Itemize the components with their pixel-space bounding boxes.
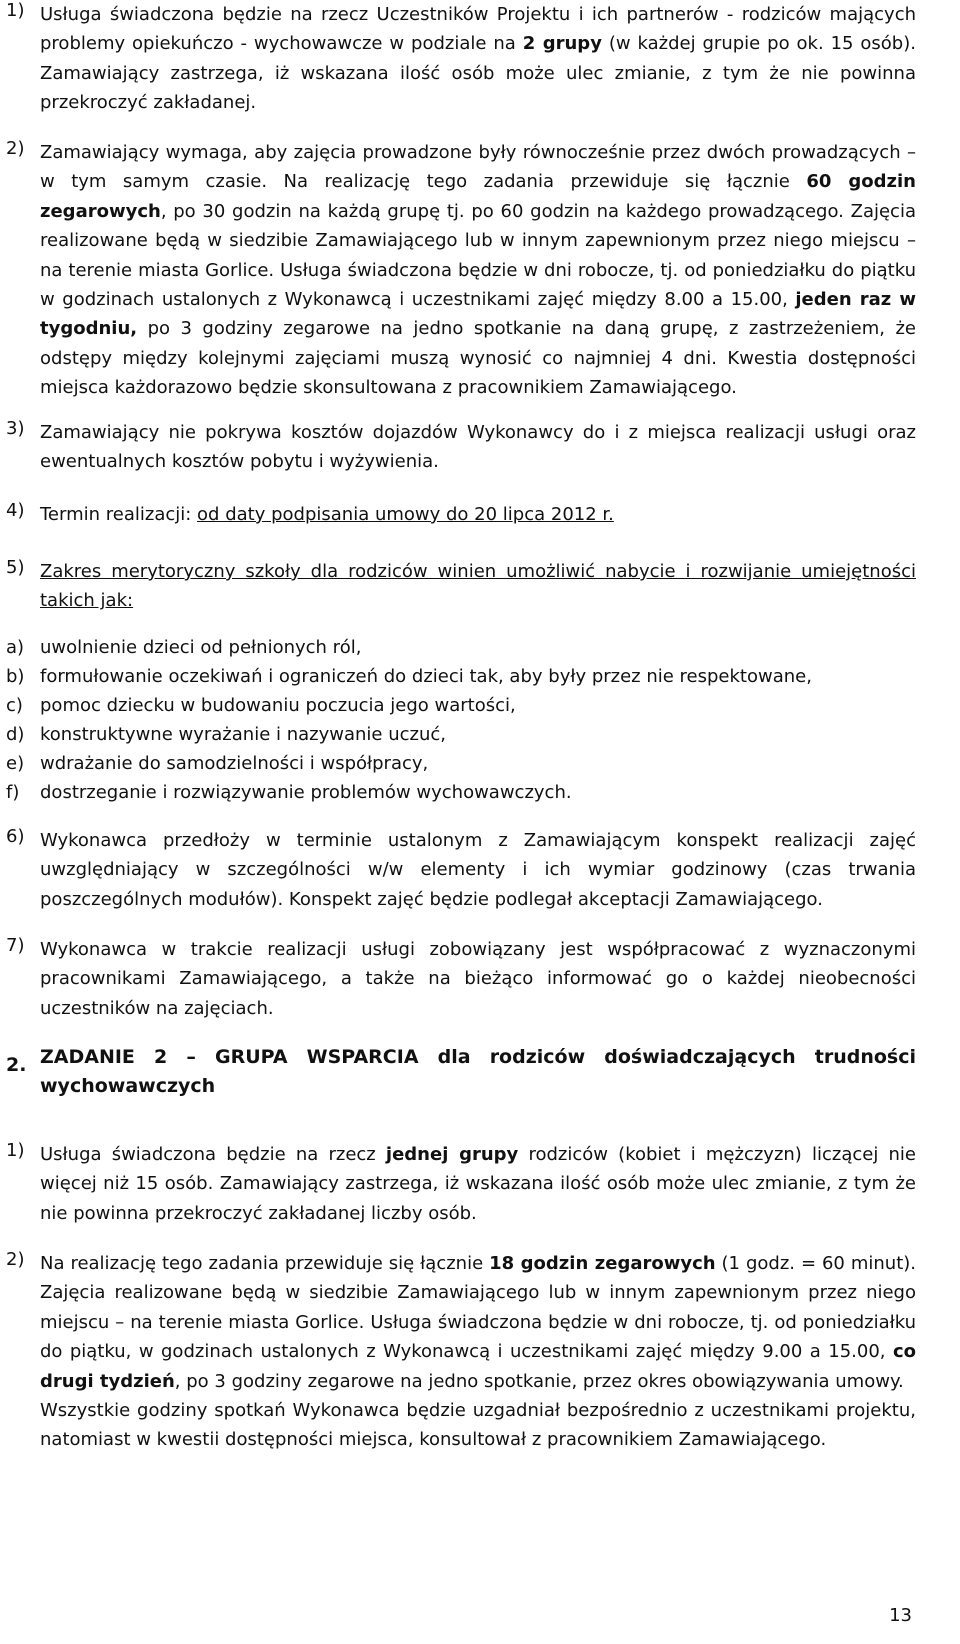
paragraph-5 (6, 557, 916, 616)
list-item: a) uwolnienie dzieci od pełnionych ról, (6, 637, 362, 658)
paragraph-6 (6, 826, 916, 914)
paragraph-text: Usługa świadczona będzie na rzecz jednej grupy rodziców (kobiet i mężczyzn) liczącej nie więcej niż 15 osób. Zamawiający zastrzega, iż wskazana ilość osób może ulec zmianie, z tym że nie powinna przekroczyć zakładanej liczby osób. (40, 1144, 917, 1224)
paragraph-text: Usługa świadczona będzie na rzecz Uczestników Projektu i ich partnerów - rodziców mających problemy opiekuńczo - wychowawcze w podziale na 2 grupy (w każdej grupie po ok. 15 osób). Zamawiający zastrzega, iż wskazana ilość osób może ulec zmianie, z tym że nie powinna przekroczyć zakładanej. (40, 4, 916, 114)
list-item: f) dostrzeganie i rozwiązywanie problemów wychowawczych. (6, 782, 572, 803)
paragraph-3 (6, 418, 916, 477)
paragraph-q1 (6, 1140, 916, 1228)
list-item: b) formułowanie oczekiwań i ograniczeń do dzieci tak, aby były przez nie respektowane, (6, 666, 812, 687)
paragraph-4 (6, 500, 916, 529)
paragraph-number: 2) (6, 138, 25, 159)
paragraph-text: Zakres merytoryczny szkoły dla rodziców winien umożliwić nabycie i rozwijanie umiejętności takich jak: (40, 561, 916, 612)
list-item: d) konstruktywne wyrażanie i nazywanie uczuć, (6, 724, 446, 745)
paragraph-text: Wykonawca w trakcie realizacji usługi zobowiązany jest współpracować z wyznaczonymi pracownikami Zamawiającego, a także na bieżąco informować go o każdej nieobecności uczestników na zajęciach. (40, 939, 916, 1019)
list-item: e) wdrażanie do samodzielności i współpracy, (6, 753, 429, 774)
paragraph-number: 2) (6, 1249, 25, 1270)
paragraph-1 (6, 0, 916, 118)
paragraph-number: 4) (6, 500, 25, 521)
paragraph-number: 5) (6, 557, 25, 578)
paragraph-number: 1) (6, 1140, 25, 1161)
paragraph-number: 7) (6, 935, 25, 956)
paragraph-text: Wykonawca przedłoży w terminie ustalonym z Zamawiającym konspekt realizacji zajęć uwzględniający w szczególności w/w elementy i ich wymiar godzinowy (czas trwania poszczególnych modułów). Konspekt zajęć będzie podlegał akceptacji Zamawiającego. (40, 830, 916, 910)
section-title: ZADANIE 2 – GRUPA WSPARCIA dla rodziców doświadczających trudności wychowawczych (40, 1046, 916, 1098)
paragraph-text: Zamawiający nie pokrywa kosztów dojazdów Wykonawcy do i z miejsca realizacji usługi oraz ewentualnych kosztów pobytu i wyżywienia. (40, 422, 916, 473)
paragraph-7 (6, 935, 916, 1023)
section-number: 2. (6, 1054, 27, 1076)
paragraph-text: Termin realizacji: od daty podpisania umowy do 20 lipca 2012 r. (40, 504, 614, 525)
paragraph-number: 1) (6, 0, 25, 21)
paragraph-number: 3) (6, 418, 25, 439)
paragraph-number: 6) (6, 826, 25, 847)
section-heading (6, 1043, 916, 1102)
paragraph-text: Zamawiający wymaga, aby zajęcia prowadzone były równocześnie przez dwóch prowadzących – w tym samym czasie. Na realizację tego zadania przewiduje się łącznie 60 godzin zegarowych, po 30 godzin na każdą grupę tj. po 60 godzin na każdego prowadzącego. Zajęcia realizowane będą w siedzibie Zamawiającego lub w innym zapewnionym przez niego miejscu – na terenie miasta Gorlice. Usługa świadczona będzie w dni robocze, tj. od poniedziałku do piątku w godzinach ustalonych z Wykonawcą i uczestnikami zajęć między 8.00 a 15.00, jeden raz w tygodniu, po 3 godziny zegarowe na jedno spotkanie na daną grupę, z zastrzeżeniem, że odstępy między kolejnymi zajęciami muszą wynosić co najmniej 4 dni. Kwestia dostępności miejsca każdorazowo będzie skonsultowana z pracownikiem Zamawiającego. (40, 142, 916, 399)
list-item: c) pomoc dziecku w budowaniu poczucia jego wartości, (6, 695, 516, 716)
paragraph-text: Na realizację tego zadania przewiduje się łącznie 18 godzin zegarowych (1 godz. = 60 minut). Zajęcia realizowane będą w siedzibie Zamawiającego lub w innym zapewnionym przez niego miejscu – na terenie miasta Gorlice. Usługa świadczona będzie w dni robocze, tj. od poniedziałku do piątku, w godzinach ustalonych z Wykonawcą i uczestnikami zajęć między 9.00 a 15.00, co drugi tydzień, po 3 godziny zegarowe na jedno spotkanie, przez okres obowiązywania umowy. Wszystkie godziny spotkań Wykonawca będzie uzgadniał bezpośrednio z uczestnikami projektu, natomiast w kwestii dostępności miejsca, konsultował z pracownikiem Zamawiającego. (40, 1253, 916, 1451)
paragraph-q2 (6, 1249, 916, 1455)
paragraph-2 (6, 138, 916, 403)
page-number: 13 (889, 1605, 912, 1626)
